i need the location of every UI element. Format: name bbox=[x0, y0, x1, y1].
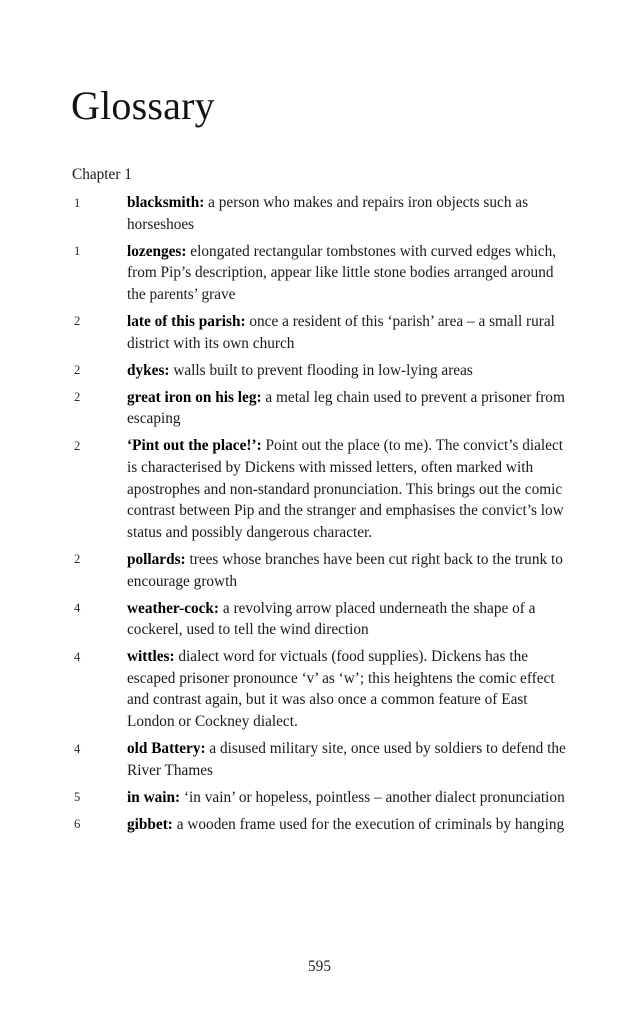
entry-term: great iron on his leg: bbox=[127, 388, 262, 406]
entry-page-number: 2 bbox=[74, 552, 81, 567]
entry-page-number: 4 bbox=[74, 649, 81, 664]
glossary-entry bbox=[72, 738, 572, 781]
glossary-entry bbox=[72, 387, 572, 430]
entry-definition: a metal leg chain used to prevent a prisoner from escaping bbox=[127, 388, 565, 428]
entry-term: gibbet: bbox=[127, 815, 173, 833]
entry-definition: once a resident of this ‘parish’ area – a small rural district with its own church bbox=[127, 312, 555, 352]
entry-body bbox=[127, 549, 572, 592]
entry-definition: ‘in vain’ or hopeless, pointless – another dialect pronunciation bbox=[180, 788, 565, 806]
entry-body bbox=[127, 646, 572, 732]
glossary-entry bbox=[72, 360, 572, 382]
entry-term: ‘Pint out the place!’: bbox=[127, 437, 262, 455]
glossary-entry bbox=[72, 814, 572, 836]
glossary-entry bbox=[72, 598, 572, 641]
entry-page-number: 2 bbox=[74, 314, 81, 329]
entry-definition: elongated rectangular tombstones with curved edges which, from Pip’s description, appear like little stone bodies arranged around the parents’ grave bbox=[127, 242, 557, 303]
entry-definition: a wooden frame used for the execution of criminals by hanging bbox=[172, 815, 565, 833]
entry-page-number: 5 bbox=[74, 790, 81, 805]
page-folio-number: 595 bbox=[308, 958, 331, 975]
entry-page-number: 4 bbox=[74, 601, 81, 616]
entry-body bbox=[127, 738, 572, 781]
glossary-entry bbox=[72, 646, 572, 732]
entry-definition: trees whose branches have been cut right back to the trunk to encourage growth bbox=[127, 550, 563, 590]
entry-term: weather-cock: bbox=[127, 599, 220, 617]
entry-page-number: 1 bbox=[74, 244, 81, 259]
entry-term: blacksmith: bbox=[127, 194, 205, 211]
entry-term: old Battery: bbox=[127, 740, 206, 758]
glossary-entry bbox=[72, 549, 572, 592]
entry-body bbox=[127, 598, 572, 641]
entry-term: late of this parish: bbox=[127, 312, 246, 330]
entry-term: wittles: bbox=[127, 648, 175, 666]
entry-page-number: 2 bbox=[74, 438, 81, 453]
entry-page-number: 4 bbox=[74, 741, 81, 756]
entry-body bbox=[127, 311, 572, 354]
entry-definition: walls built to prevent flooding in low-lying areas bbox=[169, 361, 473, 379]
entry-term: pollards: bbox=[127, 550, 186, 568]
entry-definition: a disused military site, once used by soldiers to defend the River Thames bbox=[127, 740, 566, 779]
entry-body bbox=[127, 241, 572, 306]
entry-definition: Point out the place (to me). The convict’s dialect is characterised by Dickens with missed letters, often marked with apostrophes and non-standard pronunciation. This brings out the comic contrast between Pip and the stranger and emphasises the convict’s low status and possibly dangerous character. bbox=[127, 437, 564, 541]
entry-body bbox=[127, 360, 572, 382]
entry-body bbox=[127, 435, 572, 543]
chapter-heading: Chapter 1 bbox=[72, 166, 132, 183]
glossary-entry-list bbox=[72, 192, 572, 841]
entry-term: in wain: bbox=[127, 788, 181, 806]
entry-body bbox=[127, 814, 572, 836]
glossary-entry bbox=[72, 435, 572, 543]
entry-definition: dialect word for victuals (food supplies). Dickens has the escaped prisoner pronounce ‘v’ as ‘w’; this heightens the comic effect and contrast again, but it was also once a common feature of East London or Cockney dialect. bbox=[127, 648, 555, 731]
entry-page-number: 2 bbox=[74, 363, 81, 378]
entry-definition: a person who makes and repairs iron objects such as horseshoes bbox=[127, 194, 529, 233]
entry-page-number: 1 bbox=[74, 195, 81, 210]
glossary-entry bbox=[72, 192, 572, 235]
glossary-entry bbox=[72, 787, 572, 809]
glossary-entry bbox=[72, 311, 572, 354]
glossary-entry bbox=[72, 241, 572, 306]
entry-body bbox=[127, 387, 572, 430]
entry-term: lozenges: bbox=[127, 242, 187, 260]
entry-page-number: 6 bbox=[74, 817, 81, 832]
entry-term: dykes: bbox=[127, 361, 170, 379]
page-title: Glossary bbox=[71, 83, 215, 128]
entry-body bbox=[127, 192, 572, 235]
entry-definition: a revolving arrow placed underneath the shape of a cockerel, used to tell the wind direction bbox=[127, 599, 536, 639]
entry-body bbox=[127, 787, 572, 809]
entry-page-number: 2 bbox=[74, 390, 81, 405]
